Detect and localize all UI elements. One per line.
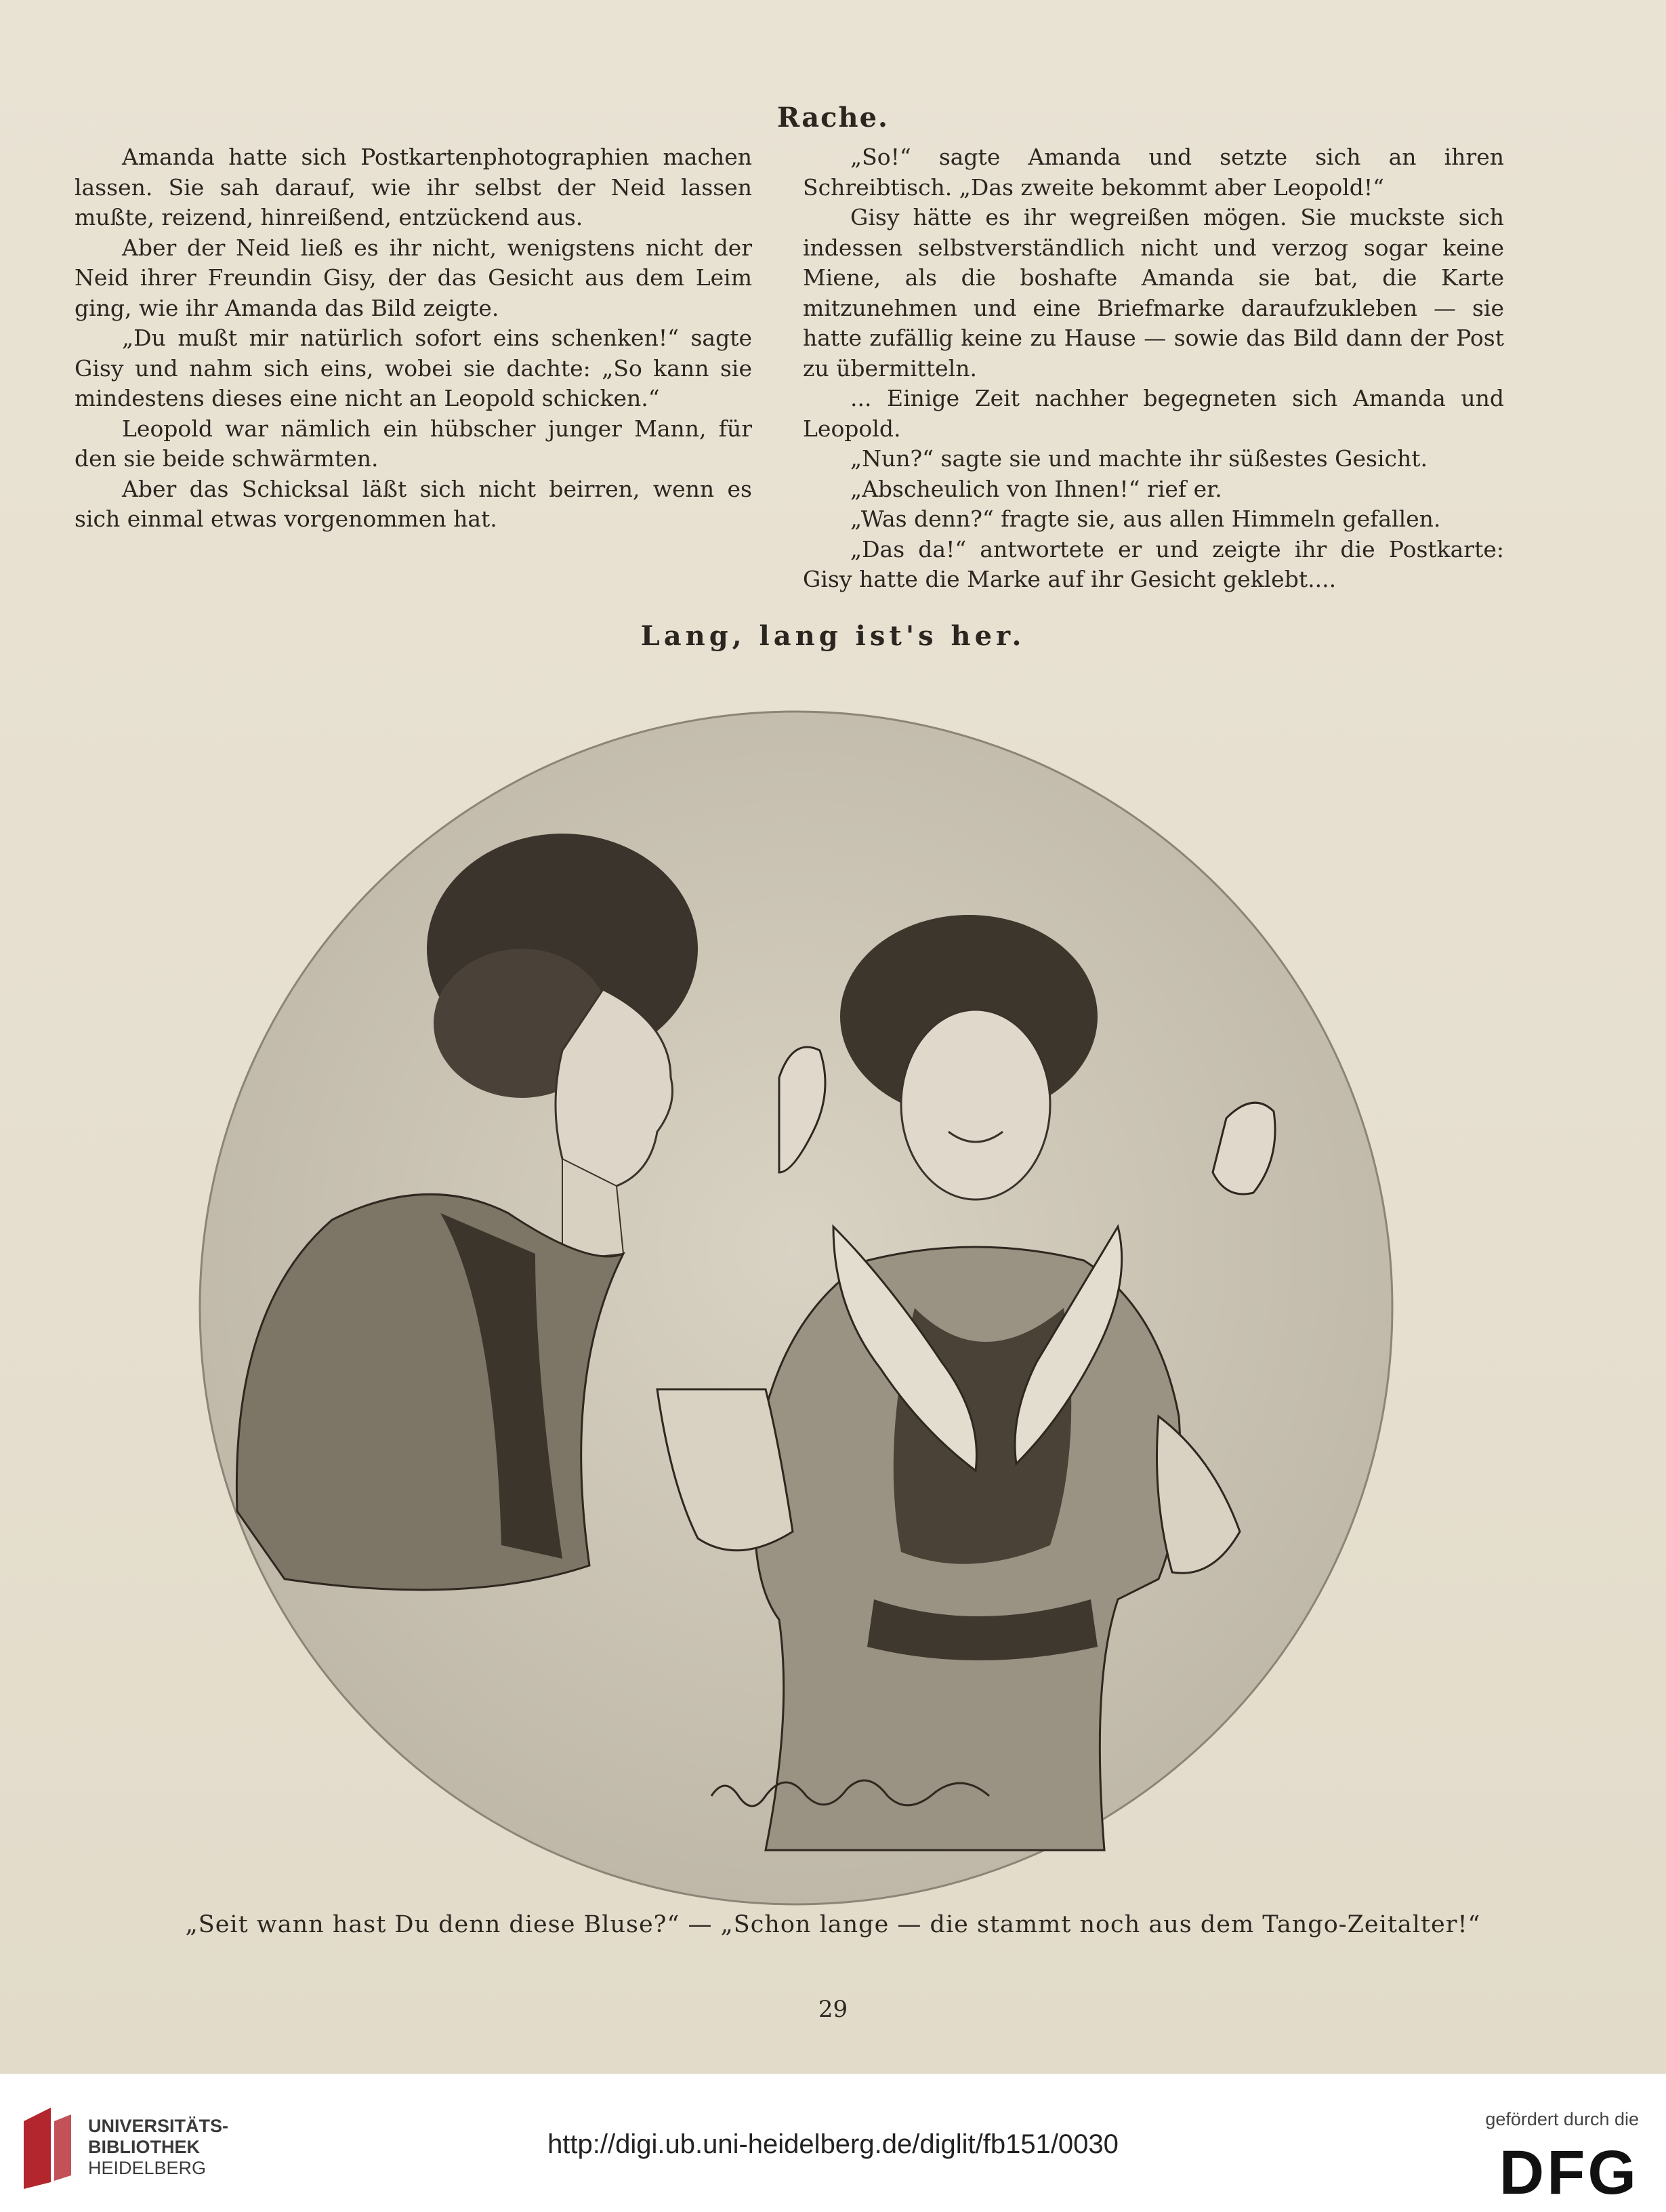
illustration-title: Lang, lang ist's her. bbox=[640, 620, 1026, 652]
paragraph: „Abscheulich von Ihnen!“ rief er. bbox=[850, 475, 1222, 502]
footer-bar bbox=[0, 2074, 1666, 2212]
library-line-2: BIBLIOTHEK bbox=[88, 2137, 200, 2157]
paragraph: ... Einige Zeit nachher begegneten sich Amanda und Leopold. bbox=[803, 385, 1504, 442]
paragraph: „Das da!“ antwortete er und zeigte ihr die Postkarte: Gisy hatte die Marke auf ihr Gesicht geklebt.... bbox=[803, 535, 1504, 592]
right-column bbox=[803, 142, 1504, 595]
page-number: 29 bbox=[818, 1996, 848, 2023]
illustration-two-women bbox=[183, 698, 1409, 1918]
paragraph: Gisy hätte es ihr wegreißen mögen. Sie muckste sich indessen selbstverständlich nicht und verzog sogar keine Miene, als die boshafte Amanda sie bat, die Karte mitzunehmen und eine Briefmarke daraufzukleben — sie hatte zufällig keine zu Hause — sowie das Bild dann der Post zu übermitteln. bbox=[803, 204, 1504, 382]
paragraph: „Du mußt mir natürlich sofort eins schenken!“ sagte Gisy und nahm sich eins, wobei sie dachte: „So kann sie mindestens dieses eine nicht an Leopold schicken.“ bbox=[75, 325, 752, 411]
story-title: Rache. bbox=[777, 102, 889, 134]
library-line-1: UNIVERSITÄTS- bbox=[88, 2116, 229, 2136]
paragraph: Leopold war nämlich ein hübscher junger Mann, für den sie beide schwärmten. bbox=[75, 415, 752, 472]
paragraph: „Was denn?“ fragte sie, aus allen Himmeln gefallen. bbox=[850, 506, 1441, 532]
illustration-drawing bbox=[183, 698, 1409, 1918]
paragraph: Aber das Schicksal läßt sich nicht beirren, wenn es sich einmal etwas vorgenommen hat. bbox=[75, 475, 752, 532]
left-column bbox=[75, 142, 752, 535]
paragraph: Amanda hatte sich Postkartenphotographien machen lassen. Sie sah darauf, wie ihr selbst der Neid lassen mußte, reizend, hinreißend, entzückend aus. bbox=[75, 144, 752, 230]
paragraph: Aber der Neid ließ es ihr nicht, wenigstens nicht der Neid ihrer Freundin Gisy, der das Gesicht aus dem Leim ging, wie ihr Amanda das Bild zeigte. bbox=[75, 234, 752, 321]
funded-by-label: gefördert durch die bbox=[1485, 2109, 1639, 2129]
source-url-link[interactable]: http://digi.ub.uni-heidelberg.de/diglit/fb151/0030 bbox=[547, 2129, 1119, 2159]
paragraph: „Nun?“ sagte sie und machte ihr süßestes Gesicht. bbox=[850, 445, 1428, 472]
illustration-caption: „Seit wann hast Du denn diese Bluse?“ — „Schon lange — die stammt noch aus dem Tango-Zeitalter!“ bbox=[185, 1911, 1481, 1938]
library-line-3: HEIDELBERG bbox=[88, 2158, 207, 2178]
paragraph: „So!“ sagte Amanda und setzte sich an ihren Schreibtisch. „Das zweite bekommt aber Leopold!“ bbox=[803, 144, 1504, 201]
dfg-logo: DFG bbox=[1499, 2138, 1639, 2207]
